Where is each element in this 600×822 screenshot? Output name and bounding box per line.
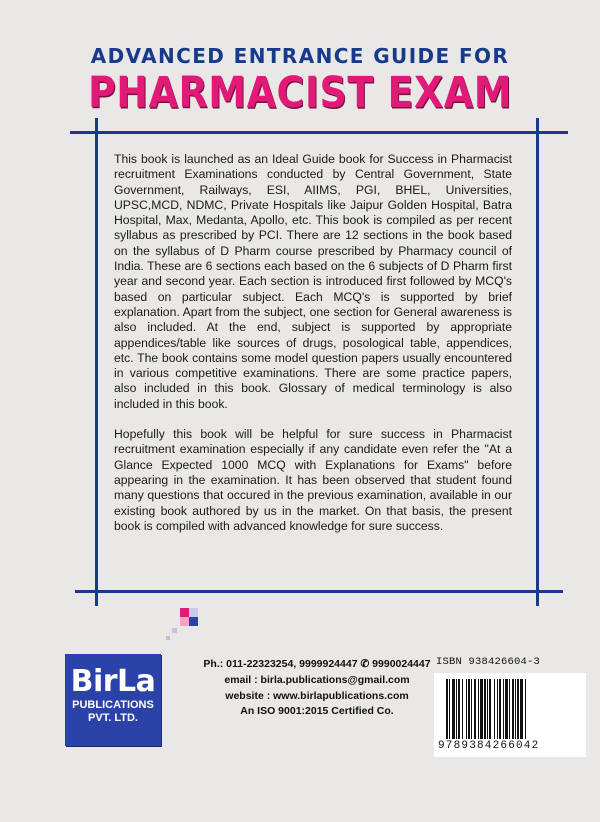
decor-square-small-1 xyxy=(172,628,177,633)
frame-right-rule xyxy=(536,118,539,606)
barcode-bar xyxy=(489,679,491,739)
publisher-logo xyxy=(65,654,161,746)
barcode-bar xyxy=(471,679,472,739)
barcode-bar xyxy=(474,679,476,739)
barcode-bar xyxy=(446,679,448,739)
cover-headline: PHARMACIST EXAM xyxy=(87,68,513,118)
barcode-digits: 9789384266042 xyxy=(438,740,540,752)
publisher-logo-name: BirLa xyxy=(70,664,156,699)
barcode-bar xyxy=(503,679,504,739)
barcode xyxy=(434,673,586,757)
decor-square-magenta xyxy=(180,608,189,617)
frame-top-rule xyxy=(70,131,568,134)
barcode-bar xyxy=(478,679,479,739)
isbn-label: ISBN 938426604-3 xyxy=(436,656,541,668)
barcode-bar xyxy=(494,679,495,739)
barcode-bar xyxy=(499,679,501,739)
publisher-contact xyxy=(192,657,442,720)
barcode-bars xyxy=(446,679,576,739)
barcode-bar xyxy=(458,679,460,739)
blurb-paragraph-2: Hopefully this book will be helpful for sure success in Pharmacist recruitment examination especially if any candidate even refer the "At a Glance Expected 1000 MCQ with Explanations for Exams" before appearing in the examination. It has been observed that student found many questions that occured in the previous examination, available in our existing book authored by us in the market. On that basis, the present book is compiled with advanced knowledge for sure success. xyxy=(114,427,512,533)
barcode-bar xyxy=(512,679,514,739)
barcode-bar xyxy=(466,679,467,739)
barcode-bar xyxy=(456,679,457,739)
barcode-bar xyxy=(525,679,526,739)
blurb-paragraph-1: This book is launched as an Ideal Guide book for Success in Pharmacist recruitment Examinations conducted by Central Government, State Government, Railways, ESI, AIIMS, PGI, BHEL, Universities, UPSC,MCD, NDMC, Private Hospitals like Jaipur Golden Hospital, Batra Hospital, Max, Medanta, Apollo, etc. This book is compiled as per recent syllabus as prescribed by PCI. There are 12 sections in the book based on the syllabus of D Pharm course prescribed by Pharmacy council of India. These are 6 sections each based on the 6 subjects of D Pharm first year and second year. Each section is introduced first followed by MCQ's based on particular subject. Each MCQ's is supported by brief explanation. Apart from the subject, one section for General awareness is also included. At the end, subject is supported by appropriate appendices/table like sources of drugs, posological table, appendices, etc. The book contains some model question papers usually encountered in various competitive examinations. There are some practice papers, also included in this book. Glossary of medical terminology is also included in this book. xyxy=(114,152,512,411)
contact-phone: Ph.: 011-22323254, 9999924447 ✆ 9990024447 xyxy=(203,658,431,670)
contact-website: website : www.birlapublications.com xyxy=(225,689,409,702)
barcode-bar xyxy=(484,679,486,739)
decor-square-navy xyxy=(189,617,198,626)
barcode-bar xyxy=(468,679,470,739)
barcode-bar xyxy=(487,679,488,739)
contact-email: email : birla.publications@gmail.com xyxy=(224,673,410,686)
publisher-logo-line-1: PUBLICATIONS xyxy=(72,699,154,711)
decor-square-pink xyxy=(180,617,189,626)
barcode-bar xyxy=(452,679,455,739)
barcode-bar xyxy=(480,679,483,739)
publisher-logo-line-2: PVT. LTD. xyxy=(88,712,138,724)
barcode-bar xyxy=(515,679,516,739)
contact-iso: An ISO 9001:2015 Certified Co. xyxy=(240,705,394,718)
barcode-bar xyxy=(517,679,519,739)
barcode-bar xyxy=(497,679,498,739)
frame-bottom-rule xyxy=(75,590,563,593)
barcode-bar xyxy=(449,679,450,739)
barcode-bar xyxy=(520,679,523,739)
cover-kicker: ADVANCED ENTRANCE GUIDE FOR xyxy=(90,44,510,68)
barcode-bar xyxy=(509,679,510,739)
blurb-text xyxy=(114,152,512,549)
decor-square-small-2 xyxy=(166,636,170,640)
frame-left-rule xyxy=(95,118,98,606)
decor-square-light xyxy=(189,608,198,617)
barcode-bar xyxy=(505,679,508,739)
barcode-bar xyxy=(462,679,463,739)
